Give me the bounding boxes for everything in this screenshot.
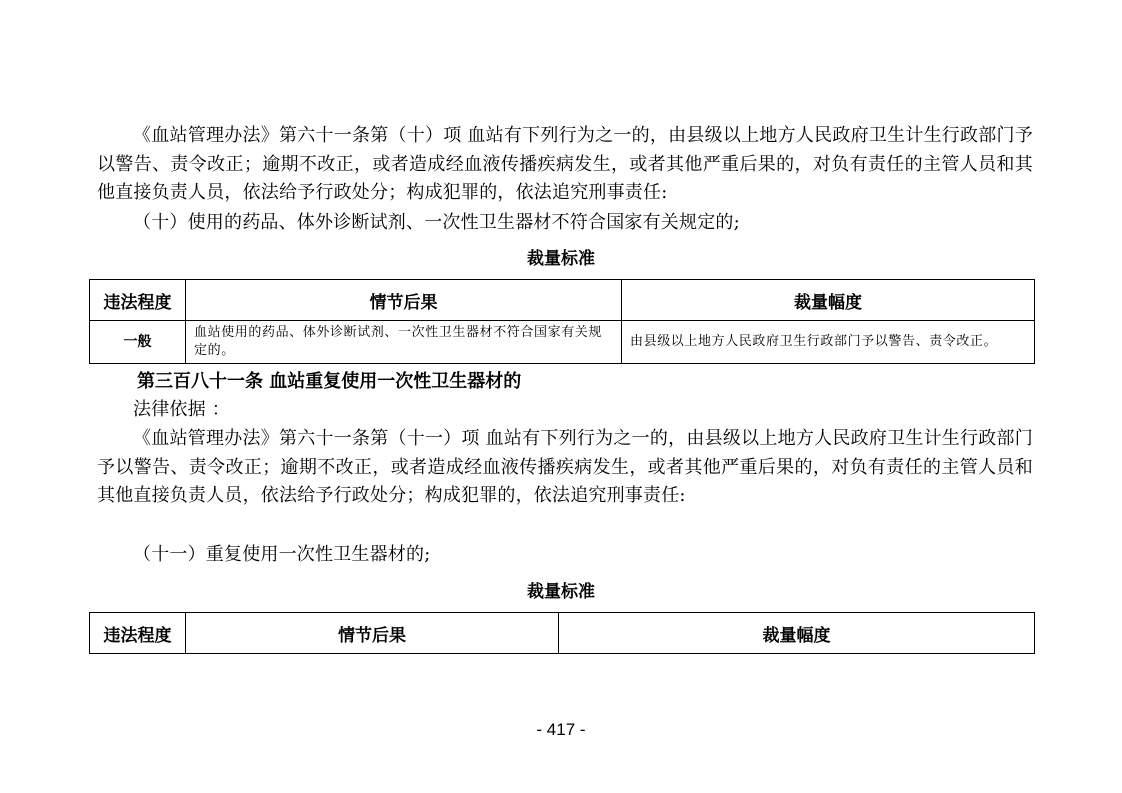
table1-caption: 裁量标准: [527, 249, 595, 269]
table2-caption: 裁量标准: [527, 582, 595, 602]
header-discretion-range: 裁量幅度: [622, 280, 1035, 321]
article-paragraph-basis-11: 《血站管理办法》第六十一条第（十一）项 血站有下列行为之一的，由县级以上地方人民政府卫生计生行政部门予以警告、责令改正；逾期不改正，或者造成经血液传播疾病发生，或者其他严重后果的，对负有责任的主管人员和其他直接负责人员，依法给予行政处分；构成犯罪的，依法追究刑事责任:: [97, 428, 1033, 507]
header-discretion-range: 裁量幅度: [559, 613, 1035, 654]
item-11-text: （十一）重复使用一次性卫生器材的;: [133, 544, 431, 565]
discretion-table-2: [89, 612, 1035, 654]
legal-basis-label: 法律依据 ：: [133, 399, 230, 420]
item-10-text: （十）使用的药品、体外诊断试剂、一次性卫生器材不符合国家有关规定的;: [133, 212, 740, 233]
cell-circumstance: 血站使用的药品、体外诊断试剂、一次性卫生器材不符合国家有关规定的。: [186, 321, 622, 364]
page-number: - 417 -: [536, 720, 586, 739]
header-violation-level: 违法程度: [90, 280, 186, 321]
header-circumstance: 情节后果: [186, 613, 559, 654]
section-heading: 第三百八十一条 血站重复使用一次性卫生器材的: [137, 371, 522, 392]
header-circumstance: 情节后果: [186, 280, 622, 321]
cell-discretion: 由县级以上地方人民政府卫生行政部门予以警告、责令改正。: [622, 321, 1035, 364]
header-violation-level: 违法程度: [90, 613, 186, 654]
cell-level: 一般: [90, 321, 186, 364]
discretion-table-1: [89, 279, 1035, 364]
table-header-row: [90, 280, 1035, 321]
article-paragraph-basis-10: 《血站管理办法》第六十一条第（十）项 血站有下列行为之一的，由县级以上地方人民政府卫生计生行政部门予以警告、责令改正；逾期不改正，或者造成经血液传播疾病发生，或者其他严重后果的，对负有责任的主管人员和其他直接负责人员，依法给予行政处分；构成犯罪的，依法追究刑事责任:: [97, 125, 1033, 204]
table-row: [90, 321, 1035, 364]
table-header-row: [90, 613, 1035, 654]
